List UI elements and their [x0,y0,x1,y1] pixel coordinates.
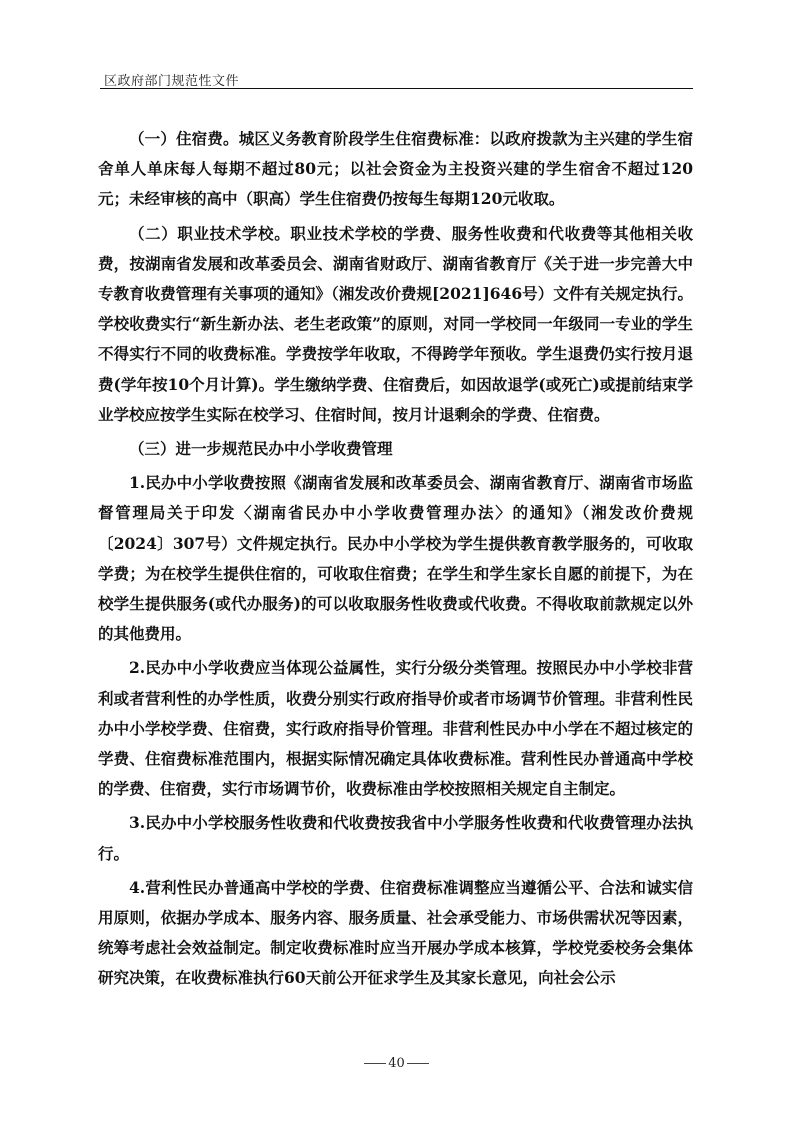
footer-dash-left [364,1063,386,1064]
paragraph-accommodation-fee: （一）住宿费。城区义务教育阶段学生住宿费标准：以政府拨款为主兴建的学生宿舍单人单床每人每期不超过80元；以社会资金为主投资兴建的学生宿舍不超过120元；未经审核的高中（职高）学生住宿费仍按每生每期120元收取。 [98,129,693,209]
section-heading-private-schools: （三）进一步规范民办中小学收费管理 [129,439,393,459]
paragraph-item-3: 3.民办中小学校服务性收费和代收费按我省中小学服务性收费和代收费管理办法执行。 [98,813,693,863]
paragraph-vocational-school: （二）职业技术学校。职业技术学校的学费、服务性收费和代收费等其他相关收费，按湖南省发展和改革委员会、湖南省财政厅、湖南省教育厅《关于进一步完善大中专教育收费管理有关事项的通知》（湘发改价费规[2021]646号）文件有关规定执行。学校收费实行“新生新办法、老生老政策”的原则，对同一学校同一年级同一专业的学生不得实行不同的收费标准。学费按学年收取，不得跨学年预收。学生退费仍实行按月退费(学年按10个月计算)。学生缴纳学费、住宿费后，如因故退学(或死亡)或提前结束学业学校应按学生实际在校学习、住宿时间，按月计退剩余的学费、住宿费。 [98,223,693,424]
paragraph-item-2: 2.民办中小学收费应当体现公益属性，实行分级分类管理。按照民办中小学校非营利或者营利性的办学性质，收费分别实行政府指导价或者市场调节价管理。非营利性民办中小学校学费、住宿费，实行政府指导价管理。非营利性民办中小学在不超过核定的学费、住宿费标准范围内，根据实际情况确定具体收费标准。营利性民办普通高中学校的学费、住宿费，实行市场调节价，收费标准由学校按照相关规定自主制定。 [98,658,693,799]
page-number: 40 [388,1056,405,1071]
header-divider [100,88,693,89]
paragraph-item-4: 4.营利性民办普通高中学校的学费、住宿费标准调整应当遵循公平、合法和诚实信用原则，依据办学成本、服务内容、服务质量、社会承受能力、市场供需状况等因素，统筹考虑社会效益制定。制定收费标准时应当开展办学成本核算，学校党委校务会集体研究决策，在收费标准执行60天前公开征求学生及其家长意见，向社会公示 [98,877,693,988]
paragraph-item-1: 1.民办中小学收费按照《湖南省发展和改革委员会、湖南省教育厅、湖南省市场监督管理局关于印发〈湖南省民办中小学收费管理办法〉的通知》（湘发改价费规〔2024〕307号）文件规定执行。民办中小学校为学生提供教育教学服务的，可收取学费；为在校学生提供住宿的，可收取住宿费；在学生和学生家长自愿的前提下，为在校学生提供服务(或代办服务)的可以收取服务性收费或代收费。不得收取前款规定以外的其他费用。 [98,473,693,644]
document-header: 区政府部门规范性文件 [104,74,240,89]
footer-dash-right [407,1063,429,1064]
document-body [98,124,693,998]
page-footer [0,1056,793,1071]
